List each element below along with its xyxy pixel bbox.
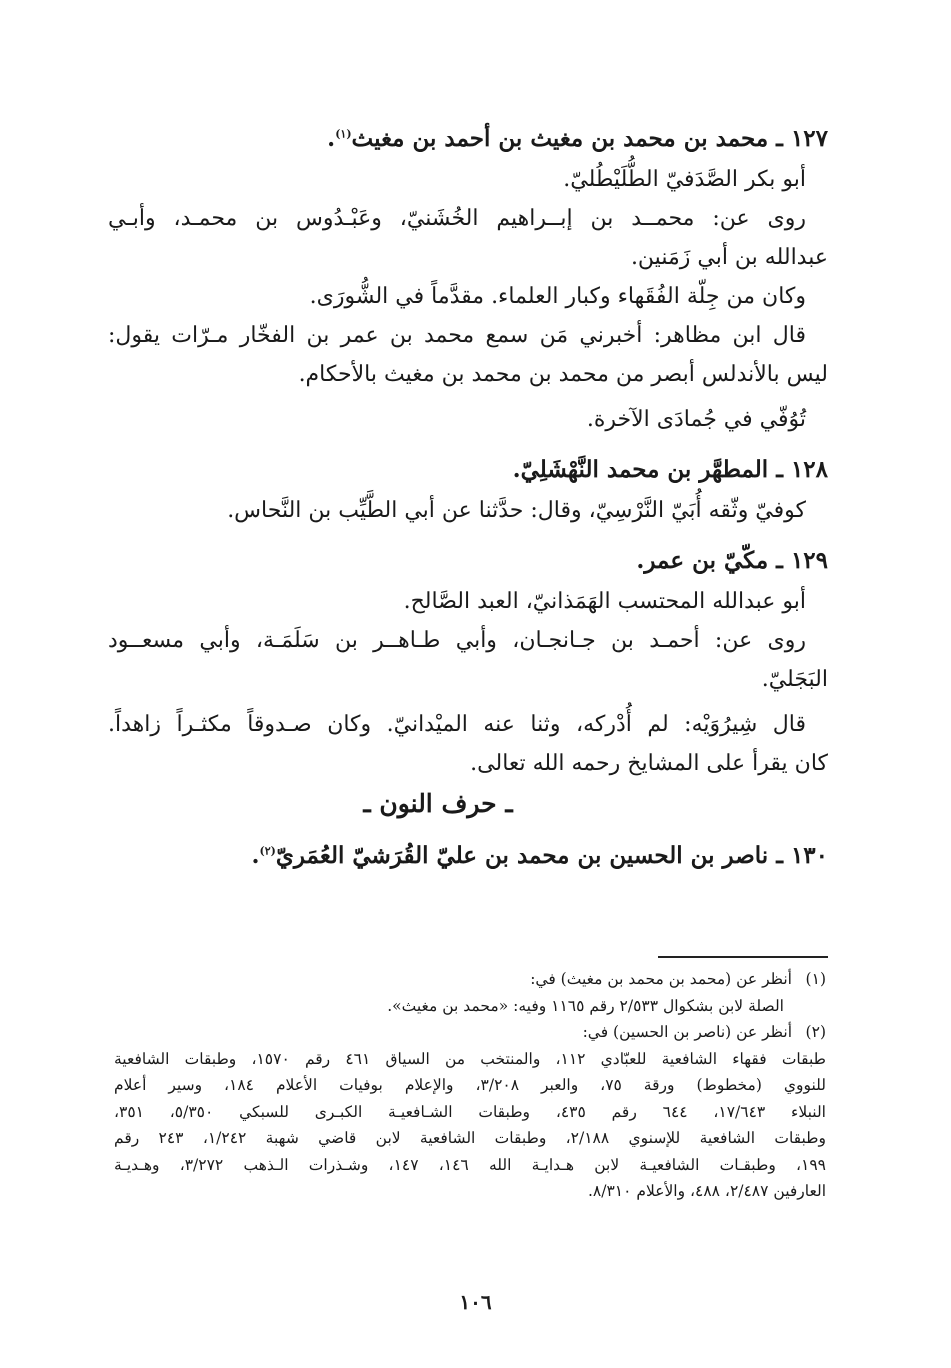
entry-127-line-4: وكان من جِلّة الفُقَهاء وكبار العلماء. مقدَّماً في الشُّورَى. <box>309 284 806 309</box>
entry-127-heading <box>108 118 828 160</box>
entry-129-line-5: كان يقرأ على المشايخ رحمه الله تعالى. <box>470 751 828 776</box>
entry-127-line-6: ليس بالأندلس أبصر من محمد بن محمد بن مغيث بالأحكام. <box>298 362 828 387</box>
main-text <box>108 118 828 877</box>
footnote-divider <box>658 956 828 958</box>
entry-129-line-3: البَجَليّ. <box>761 667 828 692</box>
entry-130-heading <box>108 835 828 877</box>
heading-period: . <box>327 125 336 152</box>
entry-129-heading: ١٢٩ ـ مكّيّ بن عمر. <box>636 547 828 574</box>
section-heading: ـ حرف النون ـ <box>363 789 513 818</box>
footnote-marker-1: (١) <box>335 127 352 141</box>
footnote-1-number: (١) <box>805 970 826 988</box>
footnote-1-text: أنظر عن (محمد بن محمد بن مغيث) في: <box>530 970 792 988</box>
entry-129-line-2: روى عن: أحمـد بن جـانجـان، وأبي طـاهــر بن سَلَمَـة، وأبي مسعــود <box>108 628 806 653</box>
footnote-2-text: أنظر عن (ناصر بن الحسين) في: <box>582 1023 792 1041</box>
entry-127-line-7: تُوُفّي في جُمادَى الآخرة. <box>586 407 806 432</box>
footnote-marker-2: (٢) <box>259 844 276 858</box>
entry-127-line-5: قال ابن مظاهر: أخبرني مَن سمع محمد بن عمر بن الفخّار مـرّات يقول: <box>108 323 806 348</box>
entry-129-line-4: قال شِيرُوَيْه: لم أُدْركه، وثنا عنه الميْدانيّ. وكان صـدوقاً مكثـراً زاهداً. <box>108 712 806 737</box>
footnote-2-line-6: ١٩٩، وطبقـات الشافعيـة لابن هـدايـة الله ١٤٦، ١٤٧، وشـذرات الـذهب ٣/٢٧٢، وهـديـة <box>114 1155 827 1174</box>
footnote-2-line-1 <box>114 1019 826 1046</box>
footnote-2-line-4: النبلاء ١٧/٦٤٣، ٦٤٤ رقم ٤٣٥، وطبقات الشـافعيـة الكبـرى للسبكي ٥/٣٥٠، ٣٥١، <box>114 1102 826 1121</box>
footnote-2-line-5: وطبقات الشافعية للإسنوي ٢/١٨٨، وطبقات الشافعية لابن قاضي شهبة ١/٢٤٢، ٢٤٣ رقم <box>114 1129 827 1147</box>
footnote-1-line-2: الصلة لابن بشكوال ٢/٥٣٣ رقم ١١٦٥ وفيه: «محمد بن مغيث». <box>387 996 784 1015</box>
entry-130-title: ١٣٠ ـ ناصر بن الحسين بن محمد بن عليّ القُرَشيّ العُمَريّ <box>275 842 828 869</box>
heading-period: . <box>251 842 260 869</box>
footnote-2-number: (٢) <box>805 1023 826 1041</box>
entry-127-line-1: أبو بكر الصَّدَفيّ الطُّلَيْطُليّ. <box>563 167 806 192</box>
entry-128-line-1: كوفيّ وثّقه أُبَيّ النَّرْسِيّ، وقال: حدَّثنا عن أبي الطَّيِّب بن النَّحاس. <box>227 498 806 523</box>
entry-127-line-3: عبدالله بن أبي زَمَنين. <box>630 245 828 270</box>
entry-127-title: ١٢٧ ـ محمد بن محمد بن مغيث بن أحمد بن مغيث <box>351 125 828 152</box>
entry-129-line-1: أبو عبدالله المحتسب الهَمَذانيّ، العبد الصَّالح. <box>403 589 806 614</box>
footnote-2-line-7: العارفين ٢/٤٨٧، ٤٨٨، والأعلام ٨/٣١٠. <box>587 1182 826 1200</box>
footnote-2-line-2: طبقات فقهاء الشافعية للعبّادي ١١٢، والمنتخب من السياق ٤٦١ رقم ١٥٧٠، وطبقات الشافعية <box>114 1049 826 1068</box>
page-number: ١٠٦ <box>459 1290 492 1314</box>
footnote-1-line-1 <box>114 966 826 993</box>
footnotes <box>114 966 826 1205</box>
entry-128-heading: ١٢٨ ـ المطهَّر بن محمد النَّهْشَلِيّ. <box>512 456 828 483</box>
entry-127-line-2: روى عن: محمــد بن إبــراهيم الخُشَنيّ، وعَبْـدُوس بن محمـد، وأبـي <box>108 206 806 231</box>
footnote-2-line-3: للنووي (مخطوط) ورقة ٧٥، والعبر ٣/٢٠٨، والإعلام بوفيات الأعلام ١٨٤، وسير أعلام <box>114 1076 827 1094</box>
